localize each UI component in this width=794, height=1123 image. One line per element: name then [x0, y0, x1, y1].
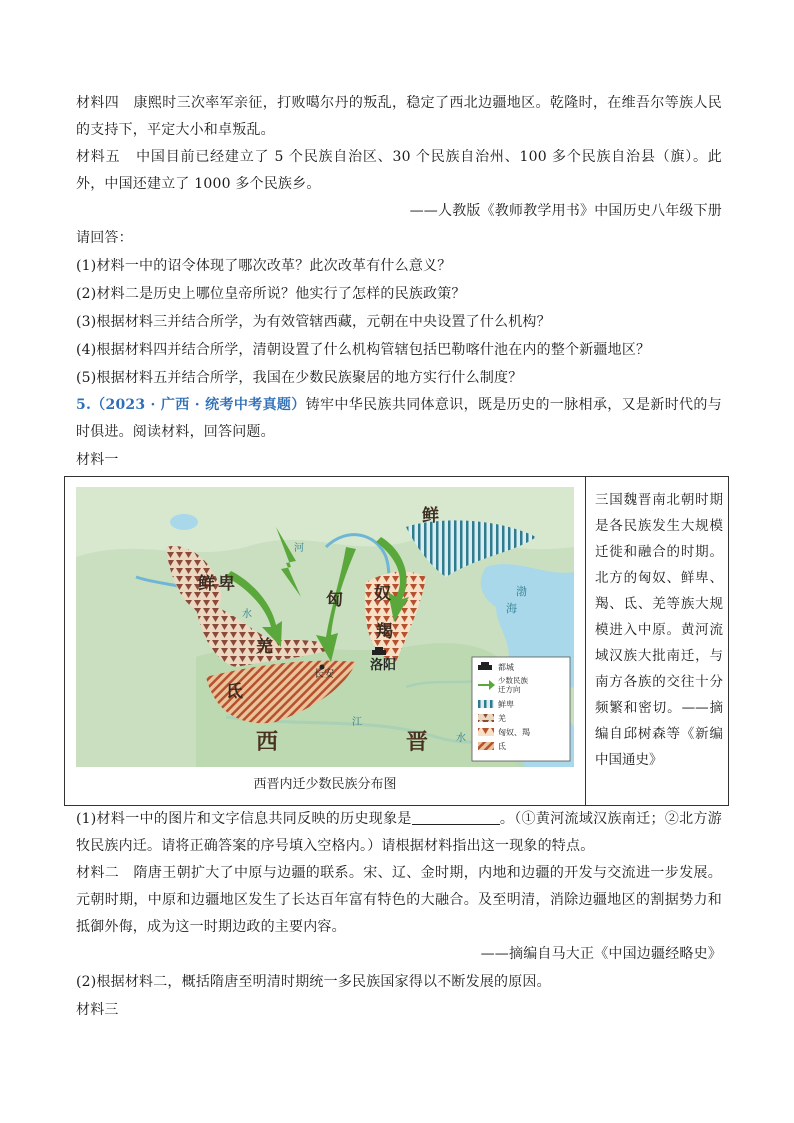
- problem-5-material-1-label: 材料一: [76, 452, 119, 468]
- label-xi: 西: [256, 729, 279, 755]
- problem-5-material-2: [76, 860, 722, 941]
- legend-qiang: 羌: [498, 714, 506, 723]
- problem-5-question-2: (2)根据材料二，概括隋唐至明清时期统一多民族国家得以不断发展的原因。: [76, 974, 551, 990]
- legend-xianbei: 鲜卑: [498, 700, 514, 709]
- material-1-table: [64, 476, 729, 806]
- problem-5-stem: [76, 392, 722, 446]
- label-xianbei-west-2: 卑: [218, 574, 235, 594]
- answer-prompt: 请回答：: [76, 230, 133, 246]
- material-2-label: 材料二: [76, 865, 120, 881]
- material-5-label: 材料五: [76, 149, 121, 165]
- problem-5-text: 铸牢中华民族共同体意识，既是历史的一脉相承，又是新时代的与时俱进。阅读材料，回答问题。: [76, 397, 722, 440]
- label-luoyang: 洛阳: [370, 658, 397, 673]
- label-jie: 羯: [376, 622, 393, 642]
- material-2-text: 隋唐王朝扩大了中原与边疆的联系。宋、辽、金时期，内地和边疆的开发与交流进一步发展。元朝时期，中原和边疆地区发生了长达百年富有特色的大融合。及至明清，消除边疆地区的割据势力和抵御外侮，成为这一时期边政的主要内容。: [76, 865, 723, 935]
- map-legend: [472, 657, 570, 761]
- problem-5-number: 5.: [76, 397, 92, 413]
- label-river-shui: 水: [242, 609, 252, 620]
- label-changan: 长安: [314, 669, 334, 680]
- label-xianbei-west-1: 鲜: [198, 574, 215, 594]
- legend-xiongnu-jie: 匈奴、羯: [498, 728, 530, 737]
- material-1-side-text: 三国魏晋南北朝时期是各民族发生大规模迁徙和融合的时期。北方的匈奴、鲜卑、羯、氐、羌等族大规模进入中原。黄河流域汉族大批南迁，与南方各族的交往十分频繁和密切。——摘编自邱树森等《新编中国通史》: [595, 492, 723, 768]
- question-3: (3)根据材料三并结合所学，为有效管辖西藏，元朝在中央设置了什么机构？: [76, 314, 551, 330]
- material-4: [76, 90, 722, 144]
- map-caption: 西晋内迁少数民族分布图: [253, 777, 397, 792]
- label-river-jiang: 江: [352, 717, 362, 728]
- label-xianbei-north: 鲜: [422, 506, 439, 526]
- question-2: (2)材料二是历史上哪位皇帝所说？他实行了怎样的民族政策？: [76, 286, 466, 302]
- label-river-he: 河: [294, 543, 304, 554]
- material-4-label: 材料四: [76, 95, 120, 111]
- label-bohai-2: 海: [506, 602, 517, 615]
- legend-migration: 少数民族迁方向: [498, 676, 528, 694]
- question-4: (4)根据材料四并结合所学，清朝设置了什么机构管辖包括巴勒喀什池在内的整个新疆地区？: [76, 342, 651, 358]
- material-4-text: 康熙时三次率军亲征，打败噶尔丹的叛乱，稳定了西北边疆地区。乾隆时，在维吾尔等族人民的支持下，平定大小和卓叛乱。: [76, 95, 723, 138]
- question-1: (1)材料一中的诏令体现了哪次改革？此次改革有什么意义？: [76, 258, 452, 274]
- label-di: 氐: [226, 682, 243, 702]
- question-5: (5)根据材料五并结合所学，我国在少数民族聚居的地方实行什么制度？: [76, 370, 523, 386]
- changan-marker: [320, 665, 325, 670]
- q1-text-before: (1)材料一中的图片和文字信息共同反映的历史现象是: [76, 811, 412, 827]
- material-5-text: 中国目前已经建立了 5 个民族自治区、30 个民族自治州、100 多个民族自治县（旗）。此外，中国还建立了 1000 多个民族乡。: [76, 149, 722, 192]
- label-bohai-1: 渤: [516, 585, 527, 598]
- material-5: [76, 144, 722, 198]
- label-qiang: 羌: [256, 637, 273, 657]
- problem-5-material-3-label: 材料三: [76, 1002, 119, 1018]
- label-jin: 晋: [406, 729, 429, 755]
- legend-capital: 都城: [498, 663, 514, 672]
- material-2-source: ——摘编自马大正《中国边疆经略史》: [480, 946, 722, 962]
- label-xiong: 匈: [326, 590, 343, 610]
- problem-5-source: （2023 · 广西 · 统考中考真题）: [91, 397, 306, 413]
- western-jin-migration-map: [76, 487, 574, 767]
- q1-text-after: 。（①黄河流域汉族南迁；②北方游牧民族内迁。请将正确答案的序号填入空格内。）请根据材料指出这一现象的特点。: [76, 811, 722, 854]
- problem-5-question-1: [76, 806, 722, 860]
- legend-di: 氐: [498, 742, 506, 751]
- material-5-source: ——人教版《教师教学用书》中国历史八年级下册: [409, 203, 722, 219]
- answer-blank[interactable]: [412, 810, 500, 825]
- label-river-shui-2: 水: [456, 733, 466, 744]
- label-nu: 奴: [374, 584, 391, 604]
